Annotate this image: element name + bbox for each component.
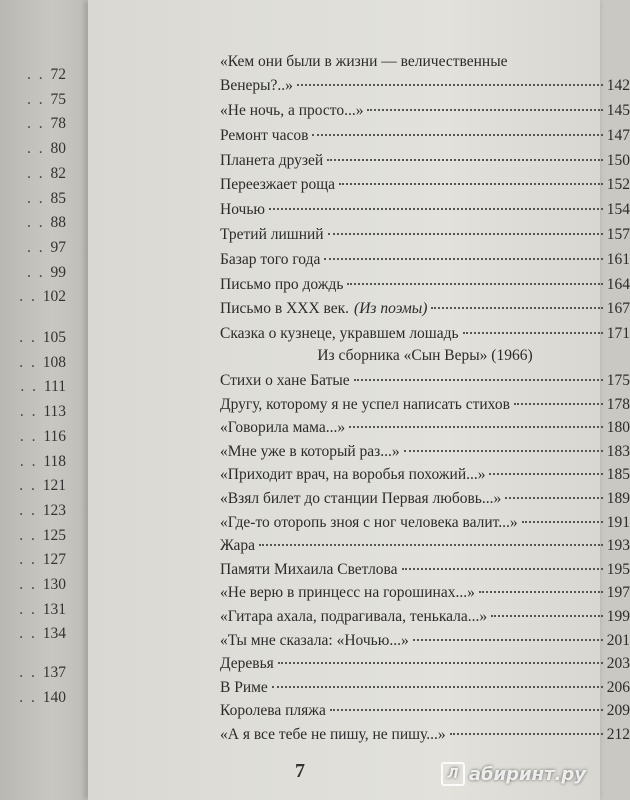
dot-leader <box>479 591 603 593</box>
toc-entry-page: 164 <box>606 275 630 293</box>
dot-leader: . . <box>27 90 51 108</box>
dot-leader: . . <box>19 477 43 495</box>
left-page-number <box>0 87 66 113</box>
page-ref: 121 <box>42 477 66 495</box>
page-ref: 99 <box>50 263 66 281</box>
left-page-number <box>0 498 66 524</box>
toc-entry-title-text: В Риме <box>220 678 268 696</box>
dot-leader: . . <box>27 263 51 281</box>
toc-entry <box>220 629 630 653</box>
dot-leader: . . <box>19 625 43 643</box>
left-page-number <box>0 424 66 450</box>
dot-leader: . . <box>20 378 44 396</box>
toc-entry-page: 142 <box>606 77 630 94</box>
toc-entry-first <box>220 74 630 98</box>
toc-entry-title <box>220 393 510 417</box>
dot-leader <box>522 521 603 523</box>
dot-leader <box>349 426 603 428</box>
page-ref: 88 <box>50 214 66 232</box>
dot-leader <box>354 379 603 381</box>
toc-entry <box>220 322 630 346</box>
page-ref: 131 <box>42 600 66 618</box>
left-page-number <box>0 161 66 187</box>
dot-leader <box>367 109 602 111</box>
toc-entry-page: 212 <box>606 726 630 743</box>
toc-entry-title-text: Королева пляжа <box>220 702 326 720</box>
toc-entry-title-text: «Где-то оторопь зноя с ног человека валит...» <box>220 513 518 531</box>
page-ref: 137 <box>42 664 66 682</box>
toc-entry-title <box>220 297 427 321</box>
dot-leader <box>514 403 603 405</box>
dot-leader <box>327 159 603 161</box>
page-ref: 113 <box>43 403 66 421</box>
toc-entry-title-text: Памяти Михаила Светлова <box>220 560 398 578</box>
toc-entry-title-text: Деревья <box>220 655 274 673</box>
page-ref: 134 <box>42 625 66 643</box>
toc-entry <box>220 534 630 558</box>
dot-leader <box>339 183 603 185</box>
toc-entry-title-text: Ремонт часов <box>220 126 309 144</box>
toc-entry-title <box>220 416 345 440</box>
toc-entry-title <box>220 173 335 197</box>
toc-entry <box>220 393 630 417</box>
page-ref: 123 <box>42 501 66 519</box>
toc-entry-title <box>220 605 487 629</box>
toc-entry-first-line1 <box>220 50 630 74</box>
dot-leader <box>259 544 603 546</box>
toc-entry-page: 195 <box>606 560 630 578</box>
dot-leader <box>297 84 603 86</box>
left-page-number <box>0 621 66 647</box>
toc-entry-page: 183 <box>606 442 630 460</box>
page-ref: 130 <box>42 576 66 593</box>
toc-entry-title <box>220 149 323 173</box>
toc-entry-title-text: Письмо про дождь <box>220 275 344 293</box>
dot-leader <box>505 497 603 499</box>
toc-entry-page: 145 <box>606 102 630 119</box>
toc-entry-title <box>220 248 320 272</box>
page-number: 7 <box>295 760 305 782</box>
dot-leader <box>489 473 602 475</box>
toc-entry-title-text: «Приходит врач, на воробья похожий...» <box>220 466 486 484</box>
toc-entry-page: 147 <box>606 126 630 144</box>
left-page-number <box>0 572 66 598</box>
toc-entry <box>220 223 630 247</box>
toc-entry-title <box>220 273 343 297</box>
dot-leader: . . <box>27 164 51 182</box>
left-page-number <box>0 111 66 137</box>
toc-entry-title <box>220 676 268 700</box>
left-page-number <box>0 136 66 162</box>
toc-entry-title-text: Переезжает роща <box>220 176 336 194</box>
toc-entry-title <box>220 699 326 723</box>
toc-entry-title-text: Другу, которому я не успел написать стихов <box>220 395 510 413</box>
dot-leader: . . <box>19 551 43 569</box>
toc-entry-title <box>220 652 274 676</box>
toc-entry-page: 161 <box>606 250 630 268</box>
left-page-number <box>0 186 66 212</box>
toc-entry <box>220 463 630 487</box>
dot-leader <box>450 733 603 735</box>
left-page-number <box>0 523 66 549</box>
toc-entry-title-text: «Не ночь, а просто...» <box>220 102 364 119</box>
toc-entry-title <box>220 369 350 393</box>
dot-leader: . . <box>27 189 51 207</box>
dot-leader: . . <box>27 238 51 256</box>
page-ref: 125 <box>42 526 66 544</box>
dot-leader: . . <box>27 115 51 133</box>
toc-entry-page: 191 <box>606 513 630 531</box>
dot-leader <box>328 233 603 235</box>
dot-leader: . . <box>19 600 43 618</box>
left-page-number <box>0 449 66 475</box>
left-page-number <box>0 235 66 261</box>
dot-leader <box>491 615 603 617</box>
dot-leader <box>269 208 603 210</box>
toc-entry-title <box>220 723 446 747</box>
toc-entry-title-text: «А я все тебе не пишу, не пишу...» <box>220 726 446 743</box>
toc-entry-title-text: Третий лишний <box>220 226 324 243</box>
toc-entry <box>220 416 630 440</box>
page-ref: 111 <box>43 378 66 396</box>
toc-entry <box>220 652 630 676</box>
page-ref: 105 <box>42 329 66 346</box>
page-ref: 85 <box>50 189 66 207</box>
page-ref: 108 <box>42 353 66 371</box>
toc-entry-title-text: «Мне уже в который раз...» <box>220 442 400 460</box>
toc-entry <box>220 99 630 123</box>
page-ref: 78 <box>50 115 66 133</box>
toc-entry <box>220 558 630 582</box>
toc-entry-page: 178 <box>606 395 630 413</box>
dot-leader: . . <box>27 66 51 83</box>
toc-entry <box>220 369 630 393</box>
dot-leader <box>347 283 602 285</box>
toc-entry-title <box>220 198 265 222</box>
left-page-number <box>0 284 66 310</box>
toc-entry-title <box>220 124 308 148</box>
toc-entry-title-text: Планета друзей <box>220 151 324 169</box>
dot-leader <box>404 450 603 452</box>
left-page-number <box>0 660 66 686</box>
toc-entry-note: (Из поэмы) <box>354 300 428 318</box>
toc-entry-page: 157 <box>606 226 630 243</box>
dot-leader <box>413 639 603 641</box>
dot-leader: . . <box>19 576 43 593</box>
left-page-number <box>0 62 66 88</box>
toc-entry-title <box>220 581 475 605</box>
toc-entry <box>220 605 630 629</box>
toc-entry <box>220 581 630 605</box>
toc-entry <box>220 198 630 222</box>
dot-leader: . . <box>19 403 44 421</box>
section-heading: Из сборника «Сын Веры» (1966) <box>317 347 533 364</box>
toc-entry-page: 206 <box>606 678 630 696</box>
toc-entry <box>220 248 630 272</box>
dot-leader: . . <box>19 501 43 519</box>
toc-entry-page: 171 <box>606 325 630 343</box>
toc-entry-title-text: «Взял билет до станции Первая любовь...» <box>220 490 502 507</box>
left-page-number <box>0 399 66 425</box>
toc-entry-page: 209 <box>606 702 630 720</box>
toc-entry <box>220 511 630 535</box>
toc-entry <box>220 297 630 321</box>
toc-entry-title <box>220 463 485 487</box>
toc-entry <box>220 487 630 511</box>
left-page-number <box>0 325 66 351</box>
dot-leader: . . <box>19 288 43 306</box>
toc-entry-title-text: «Ты мне сказала: «Ночью...» <box>220 631 409 649</box>
toc-entry-page: 167 <box>606 300 630 318</box>
dot-leader: . . <box>27 214 51 232</box>
toc-entry <box>220 124 630 148</box>
page-ref: 97 <box>50 238 66 256</box>
dot-leader: . . <box>19 353 43 371</box>
toc-entry-title-text: Жара <box>220 537 256 555</box>
left-page-number <box>0 210 66 236</box>
toc-entry-title <box>220 558 398 582</box>
toc-entry-page: 203 <box>606 655 630 673</box>
toc-entry <box>220 173 630 197</box>
dot-leader <box>324 258 602 260</box>
toc-entry <box>220 699 630 723</box>
toc-entry-page: 189 <box>606 490 630 507</box>
toc-entry-title <box>220 534 255 558</box>
toc-entry-title-text: «Говорила мама...» <box>220 419 346 437</box>
toc-entry <box>220 723 630 747</box>
toc-entry-page: 193 <box>606 537 630 555</box>
toc-entry <box>220 273 630 297</box>
toc-entry-title-text: Письмо в XXX век. <box>220 300 350 318</box>
toc-entry-title: «Кем они были в жизни — величественные <box>220 53 508 70</box>
dot-leader <box>312 134 602 136</box>
toc-entry-page: 154 <box>606 201 630 219</box>
toc-entry-page: 175 <box>606 372 630 389</box>
toc-entry-title <box>220 511 518 535</box>
left-page-number <box>0 350 66 376</box>
toc-entry-page: 201 <box>606 631 630 649</box>
dot-leader <box>463 332 603 334</box>
toc-entry-title <box>220 487 501 511</box>
page-ref: 72 <box>50 66 66 83</box>
page-ref: 102 <box>42 288 66 306</box>
page-ref: 127 <box>42 551 66 569</box>
dot-leader: . . <box>27 140 51 158</box>
toc-entry-title <box>220 629 409 653</box>
page-ref: 75 <box>50 90 66 108</box>
toc-entry-page: 152 <box>606 176 630 194</box>
dot-leader: . . <box>19 526 43 544</box>
toc-entry-title-text: «Гитара ахала, подрагивала, тенькала...» <box>220 608 488 625</box>
toc-entry-title <box>220 322 459 346</box>
toc-entry-page: 197 <box>606 584 630 602</box>
left-page <box>0 0 86 800</box>
watermark-text: абиринт.ру <box>468 763 586 785</box>
page-ref: 82 <box>50 164 66 182</box>
book-page <box>88 0 630 800</box>
toc-entry-title-text: Базар того года <box>220 250 321 268</box>
page-ref: 118 <box>43 452 66 470</box>
toc-entry-page: 185 <box>606 466 630 484</box>
left-page-number <box>0 260 66 286</box>
watermark <box>441 762 586 786</box>
toc-entry-title <box>220 440 400 464</box>
toc-entry-title: Венеры?..» <box>220 77 293 94</box>
dot-leader <box>272 686 603 688</box>
dot-leader <box>278 662 603 664</box>
toc-entry-title <box>220 223 324 247</box>
toc-entry <box>220 676 630 700</box>
page-ref: 80 <box>50 140 66 158</box>
toc-entry <box>220 440 630 464</box>
dot-leader: . . <box>19 427 44 445</box>
toc-entry-page: 199 <box>606 608 630 625</box>
dot-leader <box>431 307 602 309</box>
toc-entry-title-text: Сказка о кузнеце, укравшем лошадь <box>220 325 459 343</box>
toc-entry-page: 150 <box>606 151 630 169</box>
dot-leader: . . <box>19 688 43 706</box>
left-page-number <box>0 374 66 400</box>
toc-entry-title-text: Стихи о хане Батые <box>220 372 350 389</box>
dot-leader <box>330 709 603 711</box>
page-ref: 140 <box>42 688 66 706</box>
toc-entry <box>220 149 630 173</box>
page-ref: 116 <box>43 427 66 445</box>
toc-entry-title-text: «Не верю в принцесс на горошинах...» <box>220 584 475 602</box>
dot-leader: . . <box>19 329 43 346</box>
left-page-number <box>0 597 66 623</box>
left-page-number <box>0 473 66 499</box>
toc-entry-title <box>220 99 363 123</box>
dot-leader: . . <box>19 452 44 470</box>
dot-leader <box>402 568 603 570</box>
labirint-logo-icon: Л <box>441 762 465 786</box>
dot-leader: . . <box>19 664 43 682</box>
toc-entry-page: 180 <box>606 419 630 437</box>
left-page-number <box>0 685 66 711</box>
toc-entry-title-text: Ночью <box>220 201 265 219</box>
left-page-number <box>0 547 66 573</box>
